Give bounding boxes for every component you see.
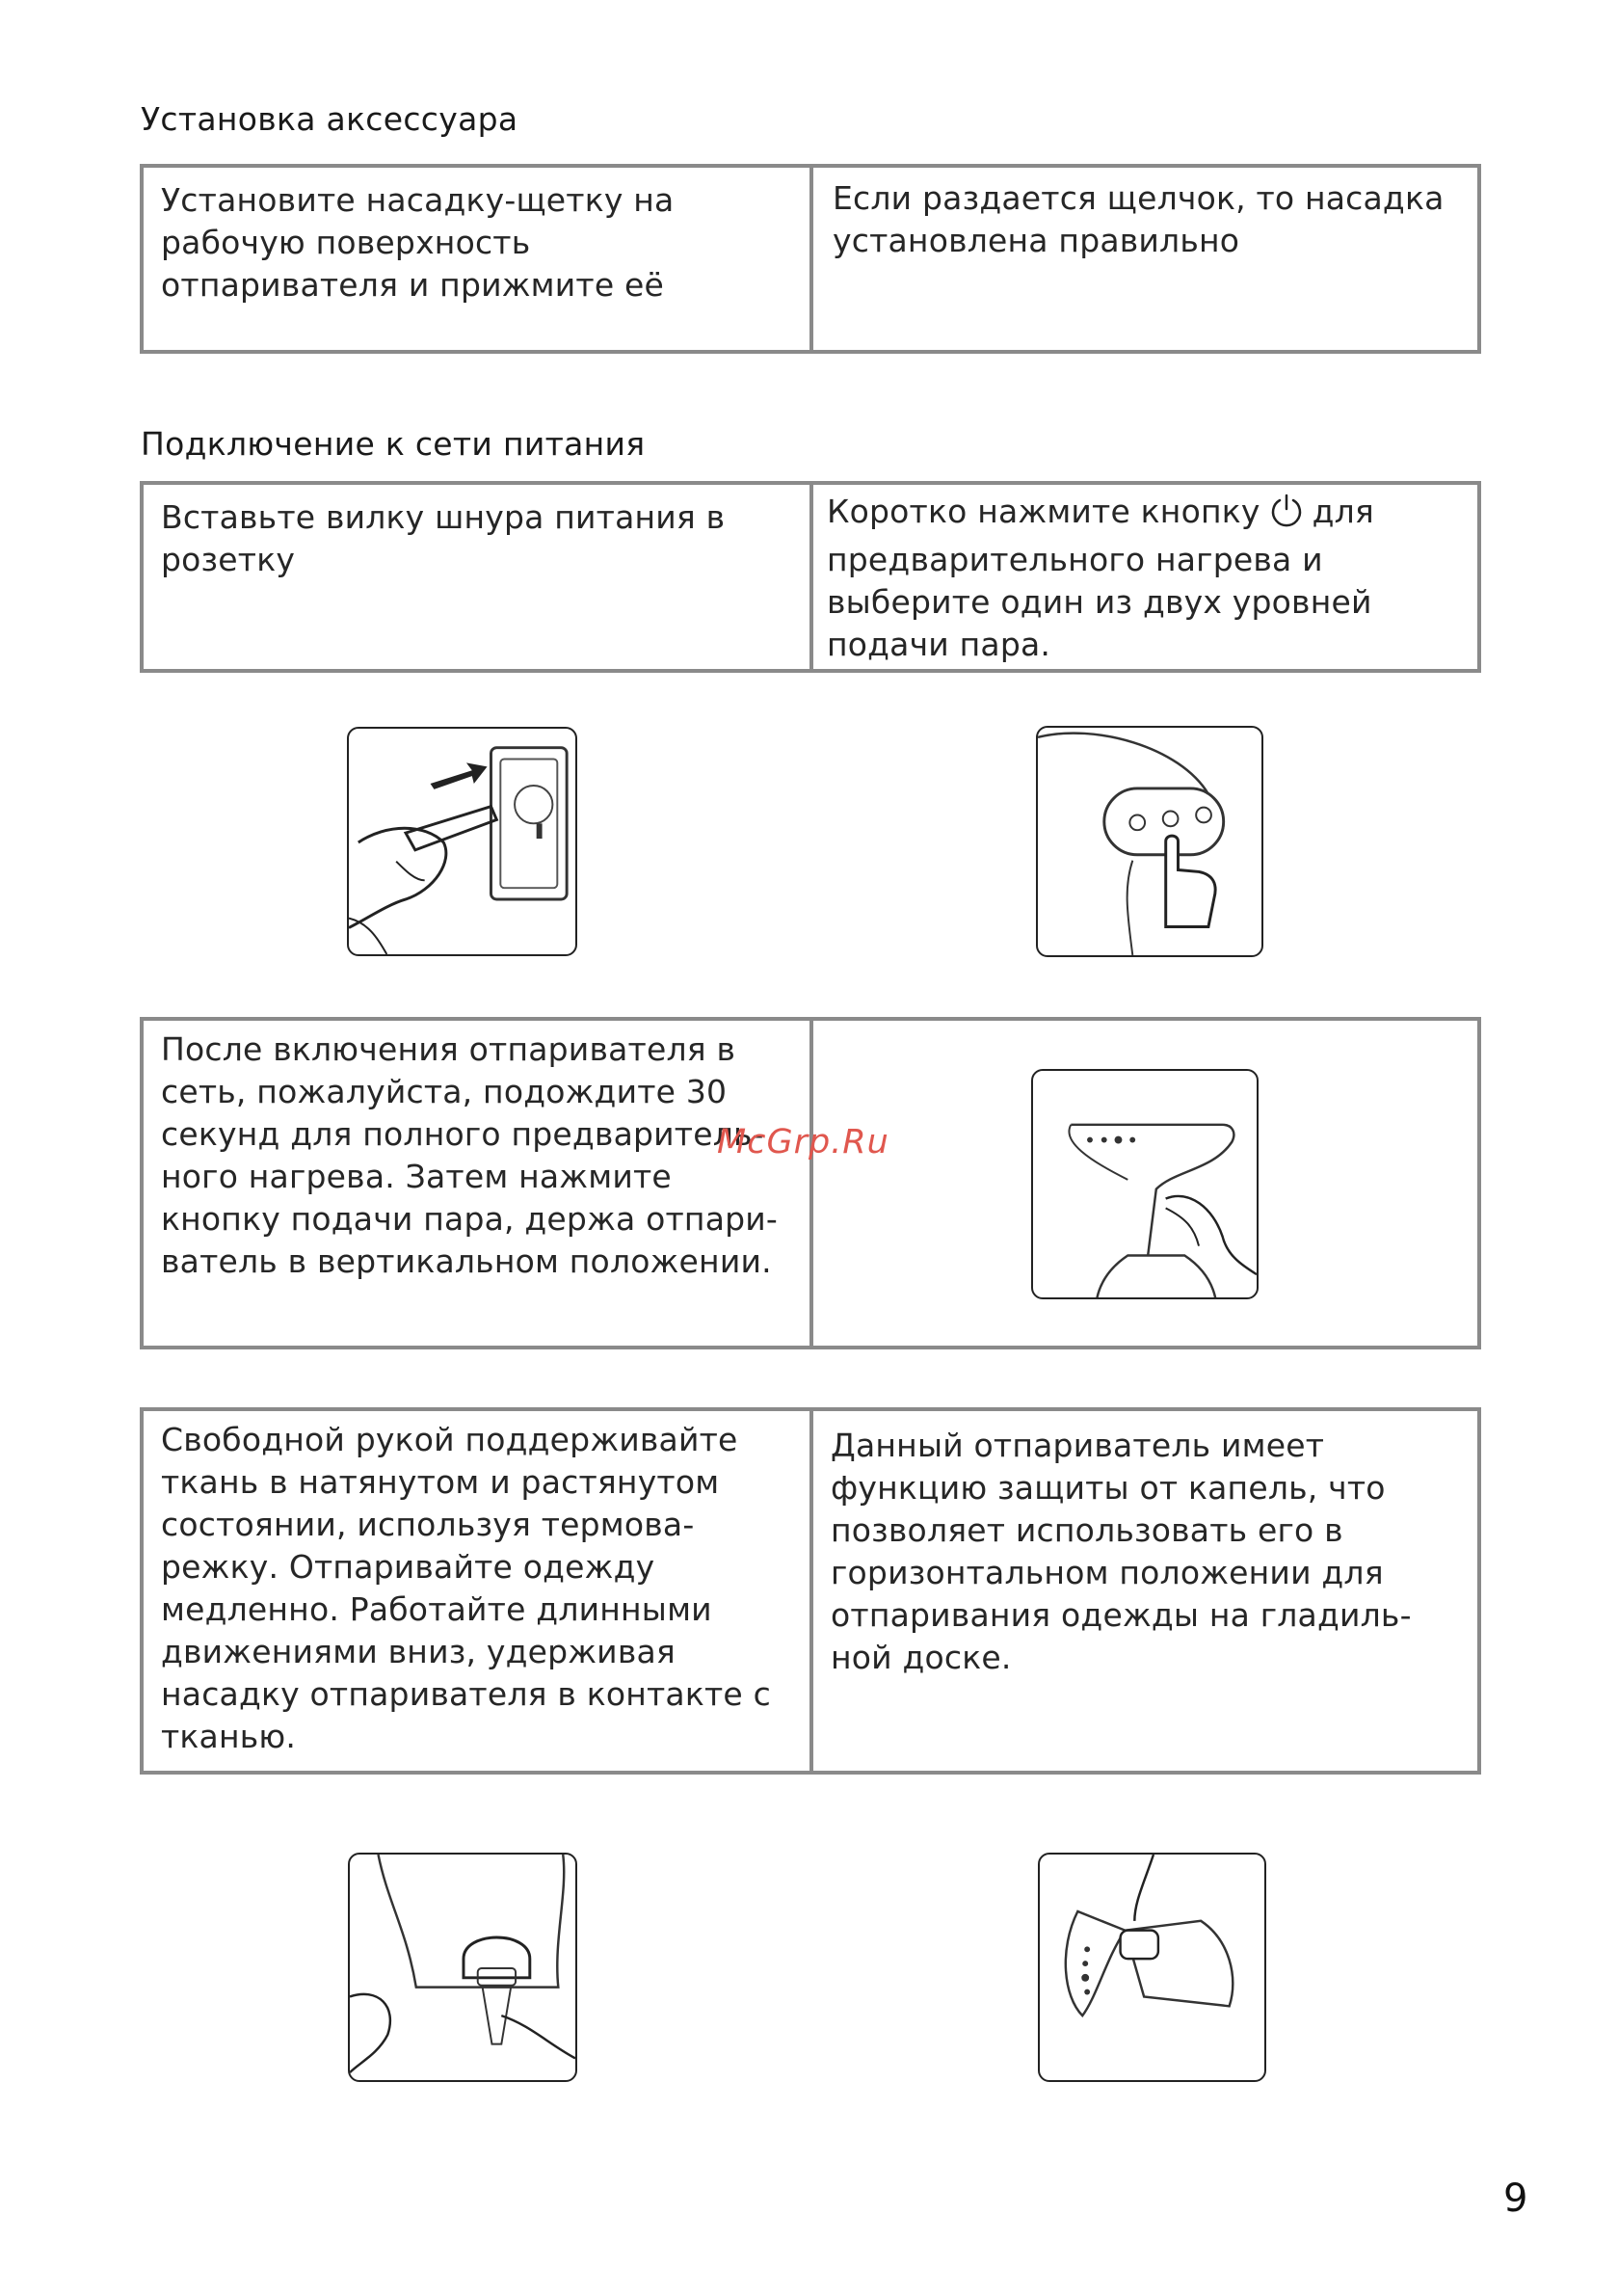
watermark: McGrp.Ru bbox=[717, 1123, 889, 1161]
instruction-cell-preheat-steam: После включения отпаривателя в сеть, пожалуйста, подождите 30 секунд для полного предваритель- ного нагрева. Затем нажмите кнопку подачи пара, держа отпари- ватель в вертикальном положении. bbox=[144, 1021, 813, 1346]
instruction-table-steaming bbox=[140, 1407, 1481, 1775]
instruction-cell-plug-in: Вставьте вилку шнура питания в розетку bbox=[144, 485, 813, 669]
power-button-icon bbox=[1268, 492, 1305, 539]
instruction-table-accessory bbox=[140, 164, 1481, 354]
instruction-table-power bbox=[140, 481, 1481, 673]
steamer-button-press-illustration bbox=[1036, 726, 1263, 957]
instruction-cell-click-confirm: Если раздается щелчок, то насадка установлена правильно bbox=[833, 179, 1445, 259]
horizontal-steamer-illustration bbox=[1038, 1853, 1266, 2082]
section-heading-power: Подключение к сети питания bbox=[141, 425, 646, 463]
plug-socket-illustration bbox=[347, 727, 577, 956]
section-heading-accessory: Установка аксессуара bbox=[141, 100, 518, 138]
instruction-cell-install-brush: Установите насадку-щетку на рабочую поверхность отпаривателя и прижмите её bbox=[144, 168, 813, 350]
instruction-cell-hold-fabric: Свободной рукой поддерживайте ткань в натянутом и растянутом состоянии, используя термова- режку. Отпаривайте одежду медленно. Работайте длинными движениями вниз, удерживая насадку отпаривателя в контакте с тканью. bbox=[144, 1411, 813, 1771]
instruction-cell-illustration bbox=[813, 1021, 1477, 1346]
press-power-text-start: Коротко нажмите кнопку bbox=[827, 493, 1260, 530]
instruction-table-preheat bbox=[140, 1017, 1481, 1349]
hanging-garment-steaming-illustration bbox=[348, 1853, 577, 2082]
page-number: 9 bbox=[1503, 2176, 1528, 2221]
instruction-cell-anti-drip: Данный отпариватель имеет функцию защиты от капель, что позволяет использовать его в горизонтальном положении для отпаривания одежды на гладиль- ной доске. bbox=[831, 1427, 1412, 1676]
press-power-text-end: для предварительного нагрева и выберите один из двух уровней подачи пара. bbox=[827, 493, 1374, 663]
instruction-cell-press-power bbox=[813, 485, 1477, 669]
vertical-steamer-illustration bbox=[1031, 1069, 1259, 1299]
